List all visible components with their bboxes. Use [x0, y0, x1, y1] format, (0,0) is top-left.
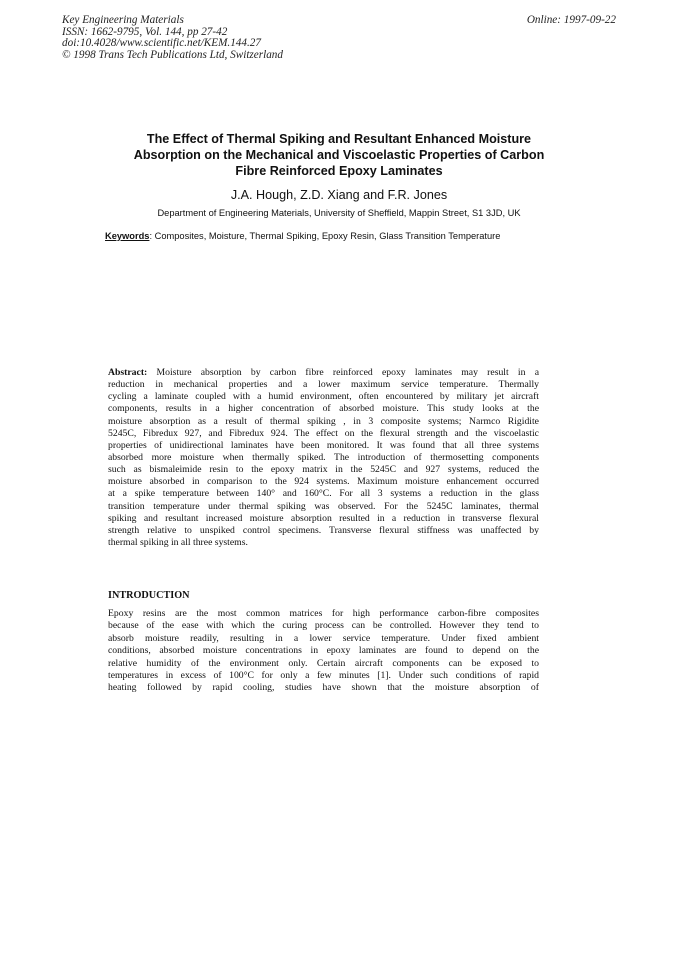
- abstract-line: spiking and resultant increased moisture absorption resulted in a reduction in transverse flexural: [108, 512, 539, 524]
- intro-line: relative humidity of the environment only. Certain aircraft components can be exposed to: [108, 657, 539, 669]
- abstract-line: components, results in a higher concentration of absorbed moisture. This study looks at the: [108, 403, 539, 415]
- abstract-line: moisture absorption as a result of thermal spiking , in 3 composite systems; Narmco Rigidite: [108, 415, 539, 427]
- issn-line: ISSN: 1662-9795, Vol. 144, pp 27-42: [62, 25, 228, 38]
- abstract-line: cycling a laminate coupled with a humid environment, often encountered by military jet aircraft: [108, 391, 539, 403]
- abstract-line: such as bismaleimide resin to the epoxy matrix in the 5245C and 927 systems, reduced the: [108, 464, 539, 476]
- title-line: The Effect of Thermal Spiking and Resultant Enhanced Moisture: [146, 132, 532, 146]
- intro-line: conditions, absorbed moisture concentrations in epoxy laminates are found to depend on the: [108, 645, 539, 657]
- keywords-label: Keywords: [105, 231, 150, 241]
- paper-title: [90, 131, 588, 180]
- abstract-line: properties of unidirectional laminates have been monitored. It was found that all three systems: [108, 439, 539, 451]
- introduction-text: [108, 608, 539, 695]
- abstract-line: 5245C, Fibredux 927, and Fibredux 924. The effect on the flexural strength and the viscoelastic: [108, 427, 539, 439]
- online-date: Online: 1997-09-22: [526, 14, 616, 26]
- abstract: [108, 367, 539, 549]
- keywords-text: : Composites, Moisture, Thermal Spiking, Epoxy Resin, Glass Transition Temperature: [149, 231, 501, 241]
- abstract-label: Abstract:: [108, 367, 148, 378]
- abstract-line: at a spike temperature between 140° and 160°C. For all 3 systems a reduction in the glass: [108, 488, 539, 500]
- abstract-line: transition temperature under thermal spiking was observed. For the 5245C laminates, thermal: [108, 500, 539, 512]
- journal-header: [62, 15, 382, 61]
- keywords: [105, 231, 500, 241]
- intro-line: heating followed by rapid cooling, studies have shown that the moisture absorption of: [108, 682, 539, 694]
- intro-line: absorb moisture readily, resulting in a lower service temperature. Under fixed ambient: [108, 632, 539, 644]
- abstract-line: absorbed more moisture when thermally spiked. The introduction of thermosetting components: [108, 451, 539, 463]
- affiliation: Department of Engineering Materials, University of Sheffield, Mappin Street, S1 3JD, UK: [157, 208, 521, 218]
- doi-line: doi:10.4028/www.scientific.net/KEM.144.27: [62, 37, 261, 50]
- abstract-first-line: Moisture absorption by carbon fibre reinforced epoxy laminates may result in a: [147, 367, 539, 378]
- intro-line: temperatures in excess of 100°C for only a few minutes [1]. Under such conditions of rapid: [108, 669, 539, 681]
- abstract-line: reduction in mechanical properties and a lower maximum service temperature. Thermally: [108, 379, 539, 391]
- section-heading-introduction: INTRODUCTION: [108, 590, 190, 601]
- intro-line: Epoxy resins are the most common matrices for high performance carbon-fibre composites: [108, 608, 539, 619]
- intro-line: because of the ease with which the curing process can be controlled. However they tend to: [108, 620, 539, 632]
- title-line: Absorption on the Mechanical and Viscoelastic Properties of Carbon: [133, 148, 545, 163]
- abstract-line: strength relative to unspiked control specimens. Transverse flexural stiffness was unaffected by: [108, 524, 539, 536]
- journal-name: Key Engineering Materials: [62, 14, 184, 26]
- title-line: Fibre Reinforced Epoxy Laminates: [235, 164, 443, 179]
- copyright-line: © 1998 Trans Tech Publications Ltd, Switzerland: [62, 48, 283, 61]
- abstract-line: [108, 367, 539, 379]
- abstract-line: thermal spiking in all three systems.: [108, 536, 248, 548]
- abstract-line: moisture absorbed in comparison to the 924 systems. Maximum moisture enhancement occurred: [108, 476, 539, 488]
- authors: J.A. Hough, Z.D. Xiang and F.R. Jones: [230, 188, 448, 202]
